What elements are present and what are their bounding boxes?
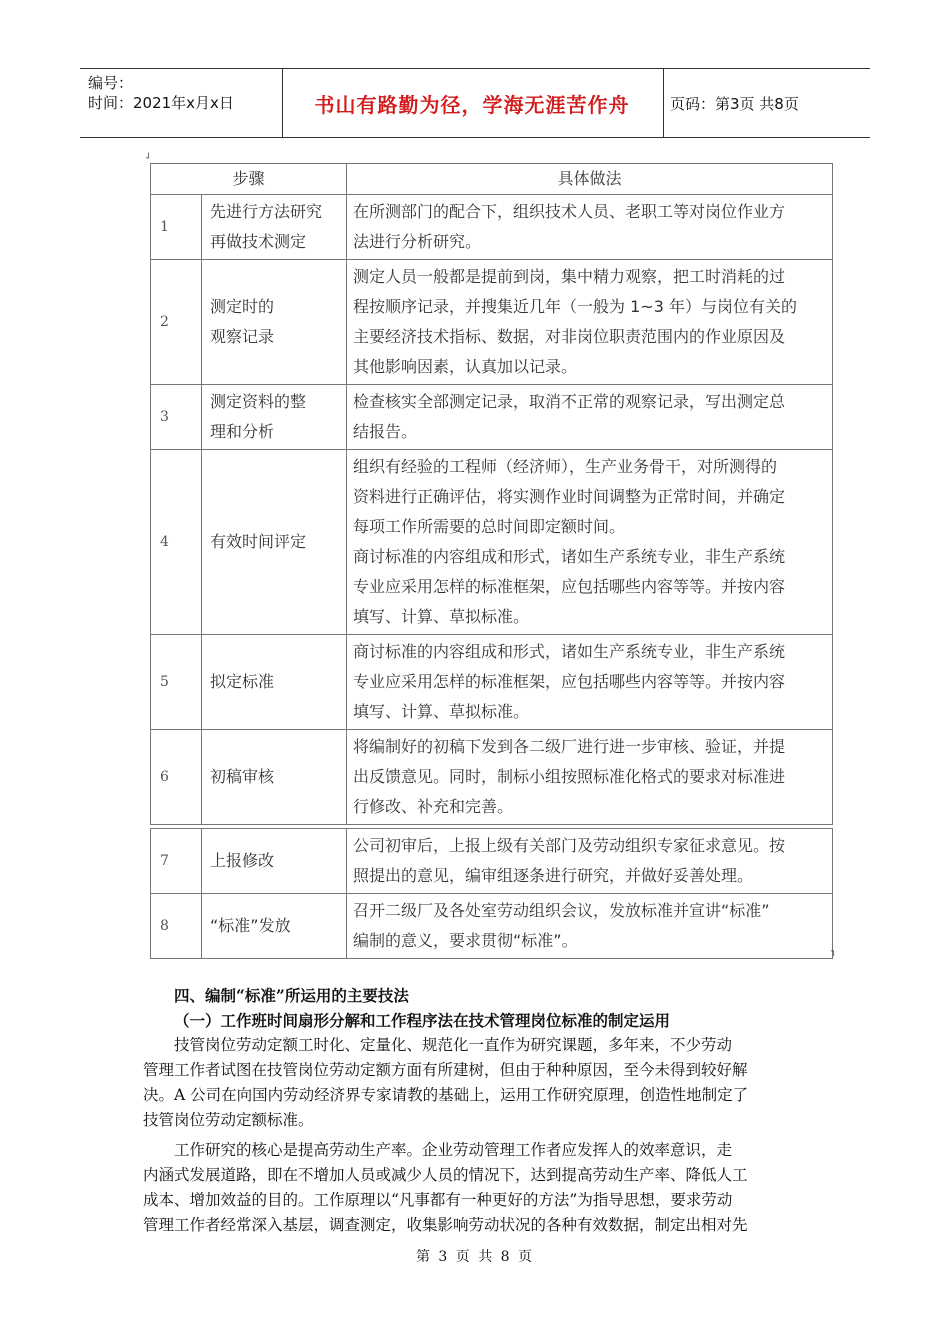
table-row [151,385,833,450]
paragraph [143,1138,815,1238]
section-title: 四、编制“标准”所运用的主要技法 [174,986,409,1005]
step-line: 测定时的 [210,297,275,316]
desc-line: 法进行分析研究。 [353,232,482,251]
desc-line: 资料进行正确评估，将实测作业时间调整为正常时间，并确定 [353,487,786,506]
step-line: 测定资料的整 [210,392,307,411]
step-description [347,195,833,260]
number-label: 编号： [88,74,134,92]
page-header [80,68,870,138]
subsection-title: （一）工作班时间扇形分解和工作程序法在技术管理岗位标准的制定运用 [174,1011,671,1030]
desc-line: 填写、计算、草拟标准。 [353,607,530,626]
desc-line: 公司初审后，上报上级有关部门及劳动组织专家征求意见。按 [353,836,786,855]
desc-line: 程按顺序记录，并搜集近几年（一般为 1~3 年）与岗位有关的 [353,297,797,316]
step-line: 先进行方法研究 [210,202,323,221]
desc-line: 组织有经验的工程师（经济师），生产业务骨干，对所测得的 [353,457,778,476]
paragraph-line: 成本、增加效益的目的。工作原理以“凡事都有一种更好的方法”为指导思想，要求劳动 [143,1191,733,1209]
table-row [151,635,833,730]
table-row [151,450,833,635]
step-number: 5 [151,635,202,730]
desc-line: 其他影响因素，认真加以记录。 [353,357,578,376]
step-number: 1 [151,195,202,260]
paragraph-line: 内涵式发展道路，即在不增加人员或减少人员的情况下，达到提高劳动生产率、降低人工 [143,1166,748,1184]
header-meta [88,73,234,113]
desc-line: 测定人员一般都是提前到岗，集中精力观察，把工时消耗的过 [353,267,786,286]
step-name: 拟定标准 [202,635,347,730]
desc-line: 出反馈意见。同时，制标小组按照标准化格式的要求对标准进 [353,767,786,786]
step-name [202,260,347,385]
steps-table-continued [150,828,833,959]
step-number: 6 [151,730,202,825]
desc-line: 在所测部门的配合下，组织技术人员、老职工等对岗位作业方 [353,202,786,221]
table-row [151,195,833,260]
paragraph-line: 技管岗位劳动定额工时化、定量化、规范化一直作为研究课题，多年来，不少劳动 [174,1036,733,1054]
step-line: 观察记录 [210,327,275,346]
step-line: 再做技术测定 [210,232,307,251]
step-description [347,829,833,894]
desc-line: 结报告。 [353,422,418,441]
table-row [151,730,833,825]
desc-line: 召开二级厂及各处室劳动组织会议，发放标准并宣讲“标准” [353,901,770,920]
table-header-row [151,164,833,195]
desc-line: 检查核实全部测定记录，取消不正常的观察记录，写出测定总 [353,392,786,411]
paragraph-line: 工作研究的核心是提高劳动生产率。企业劳动管理工作者应发挥人的效率意识，走 [174,1141,733,1159]
paragraph-line: 管理工作者试图在技管岗位劳动定额方面有所建树，但由于种种原因，至今未得到较好解 [143,1061,748,1079]
desc-line: 填写、计算、草拟标准。 [353,702,530,721]
step-line: 理和分析 [210,422,275,441]
corner-mark: ┐ [831,947,837,957]
paragraph [143,1033,815,1133]
step-number: 2 [151,260,202,385]
desc-line: 主要经济技术指标、数据，对非岗位职责范围内的作业原因及 [353,327,786,346]
desc-line: 行修改、补充和完善。 [353,797,514,816]
column-header-step: 步骤 [151,164,347,195]
table-row [151,829,833,894]
desc-line: 每项工作所需要的总时间即定额时间。 [353,517,626,536]
desc-line: 专业应采用怎样的标准框架，应包括哪些内容等等。并按内容 [353,672,786,691]
paragraph-line: 管理工作者经常深入基层，调查测定，收集影响劳动状况的各种有效数据，制定出相对先 [143,1216,748,1234]
step-name [202,385,347,450]
step-name: “标准”发放 [202,894,347,959]
header-motto: 书山有路勤为径，学海无涯苦作舟 [314,92,630,117]
step-name [202,195,347,260]
step-description [347,730,833,825]
desc-line: 照提出的意见，编审组逐条进行研究，并做好妥善处理。 [353,866,754,885]
table-row [151,894,833,959]
step-description [347,260,833,385]
paragraph-line: 技管岗位劳动定额标准。 [143,1111,314,1129]
page-footer: 第 3 页 共 8 页 [415,1249,535,1265]
time-label: 时间：2021年x月x日 [88,94,234,112]
desc-line: 商讨标准的内容组成和形式，诸如生产系统专业，非生产系统 [353,547,786,566]
step-number: 4 [151,450,202,635]
paragraph-line: 决。A 公司在向国内劳动经济界专家请教的基础上，运用工作研究原理，创造性地制定了 [143,1086,749,1104]
step-number: 3 [151,385,202,450]
step-description [347,450,833,635]
desc-line: 编制的意义，要求贯彻“标准”。 [353,931,578,950]
table-row [151,260,833,385]
step-description [347,635,833,730]
step-name: 有效时间评定 [202,450,347,635]
step-description [347,385,833,450]
desc-line: 商讨标准的内容组成和形式，诸如生产系统专业，非生产系统 [353,642,786,661]
step-name: 初稿审核 [202,730,347,825]
step-number: 8 [151,894,202,959]
step-description [347,894,833,959]
corner-mark: ┘ [146,154,152,164]
header-page-number: 页码：第3页 共8页 [670,94,799,113]
steps-table [150,163,833,825]
desc-line: 将编制好的初稿下发到各二级厂进行进一步审核、验证，并提 [353,737,786,756]
step-name: 上报修改 [202,829,347,894]
step-number: 7 [151,829,202,894]
body-text [143,983,815,1238]
column-header-method: 具体做法 [347,164,833,195]
desc-line: 专业应采用怎样的标准框架，应包括哪些内容等等。并按内容 [353,577,786,596]
